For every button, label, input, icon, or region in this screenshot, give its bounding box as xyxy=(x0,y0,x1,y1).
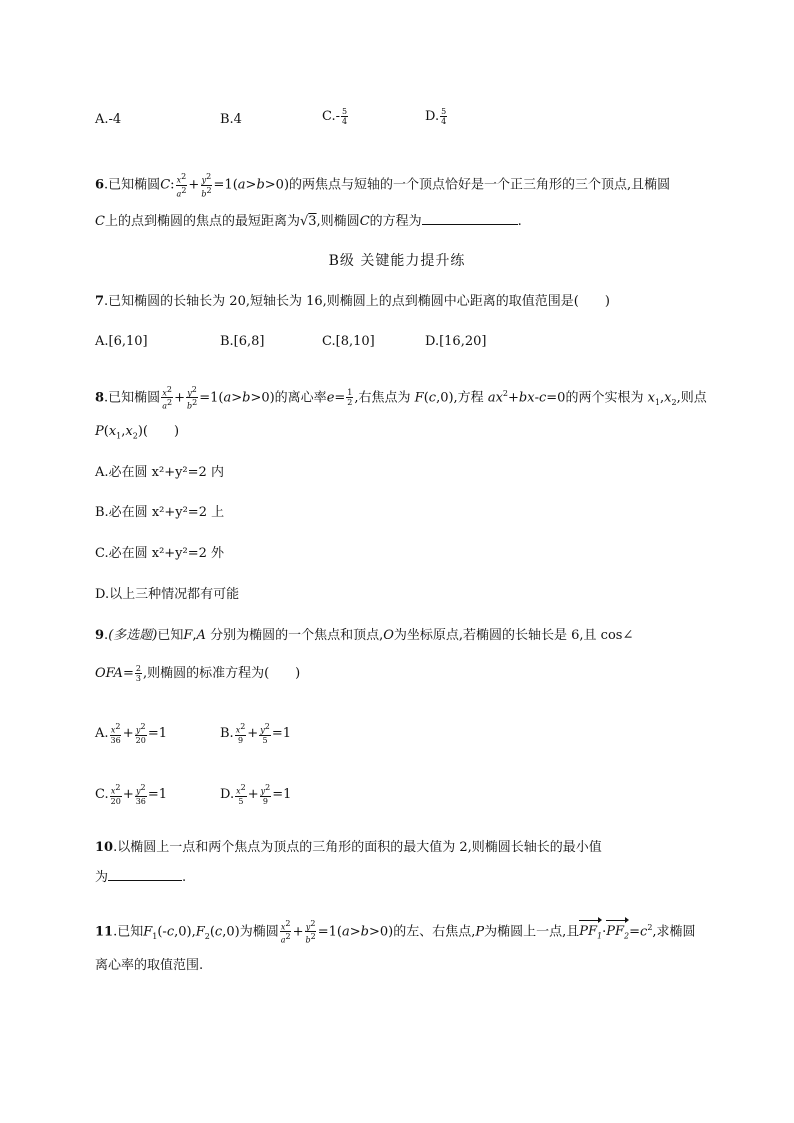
q8-option-d: D.以上三种情况都有可能 xyxy=(95,587,240,602)
q6-line2: C上的点到椭圆的焦点的最短距离为√3,则椭圆C的方程为 . xyxy=(95,210,522,232)
q9-line2: OFA= $\frac{2}{3}$ ,则椭圆的标准方程为( ) xyxy=(95,664,301,683)
q7-option-d: D.[16,20] xyxy=(425,334,487,349)
q9-option-b: B. $\frac{x^2}{9}$ + $\frac{y^2}{5}$ =1 xyxy=(220,722,291,745)
q5-option-a: A.-4 xyxy=(95,112,122,127)
q8-option-c: C.必在圆 x²+y²=2 外 xyxy=(95,546,225,561)
q7-option-b: B.[6,8] xyxy=(220,334,265,349)
q11-line1: 11.已知$F_1(-c,0),F_2(c,0)$为椭圆 $\frac{x^2}{a^2}$ + $\frac{y^2}{b^2}$ =1(a>b>0)的左、右焦点,P为椭圆上一点,且$PF_1\cdot PF_2=c^2$,求椭圆 xyxy=(95,918,696,945)
q5-option-d: D. $\frac{5}{4}$ xyxy=(425,107,447,126)
q5-option-b: B.4 xyxy=(220,112,242,127)
q7-option-c: C.[8,10] xyxy=(322,334,375,349)
q9-line1: 9.(多选题)已知F,A 分别为椭圆的一个焦点和顶点,O为坐标原点,若椭圆的长轴长是 6,且 cos∠ xyxy=(95,628,634,643)
q7-stem: 7.已知椭圆的长轴长为 20,短轴长为 16,则椭圆上的点到椭圆中心距离的取值范围是( ) xyxy=(95,294,610,309)
q8-option-a: A.必在圆 x²+y²=2 内 xyxy=(95,465,224,480)
section-b-heading: B级 关键能力提升练 xyxy=(328,253,466,269)
q9-option-c: C. $\frac{x^2}{20}$ + $\frac{y^2}{36}$ =1 xyxy=(95,783,168,806)
q7-option-a: A.[6,10] xyxy=(95,334,148,349)
q8-line1: 8.已知椭圆 $\frac{x^2}{a^2}$ + $\frac{y^2}{b^2}$ =1(a>b>0)的离心率e= $\frac{1}{2}$ ,右焦点为 F(c,0),方程 $ax^2+bx-c=0$的两个实根为 $x_1,x_2$,则点 xyxy=(95,384,707,411)
q8-option-b: B.必在圆 x²+y²=2 上 xyxy=(95,505,225,520)
q10-line2: 为 . xyxy=(95,866,186,888)
q6-answer-blank[interactable] xyxy=(422,210,518,225)
q6-line1: 6.已知椭圆C: $\frac{x^2}{a^2}$ + $\frac{y^2}{b^2}$ =1(a>b>0)的两焦点与短轴的一个顶点恰好是一个正三角形的三个顶点,且椭圆 xyxy=(95,172,671,199)
q5-option-c: C.- $\frac{5}{4}$ xyxy=(322,107,348,126)
q8-line2: $P(x_1,x_2)$( ) xyxy=(95,424,180,441)
q9-option-a: A. $\frac{x^2}{36}$ + $\frac{y^2}{20}$ =1 xyxy=(95,722,167,745)
q10-line1: 10.以椭圆上一点和两个焦点为顶点的三角形的面积的最大值为 2,则椭圆长轴长的最小值 xyxy=(95,840,602,855)
q10-answer-blank[interactable] xyxy=(108,866,182,881)
q11-line2: 离心率的取值范围. xyxy=(95,958,204,973)
q9-option-d: D. $\frac{x^2}{5}$ + $\frac{y^2}{9}$ =1 xyxy=(220,783,292,806)
